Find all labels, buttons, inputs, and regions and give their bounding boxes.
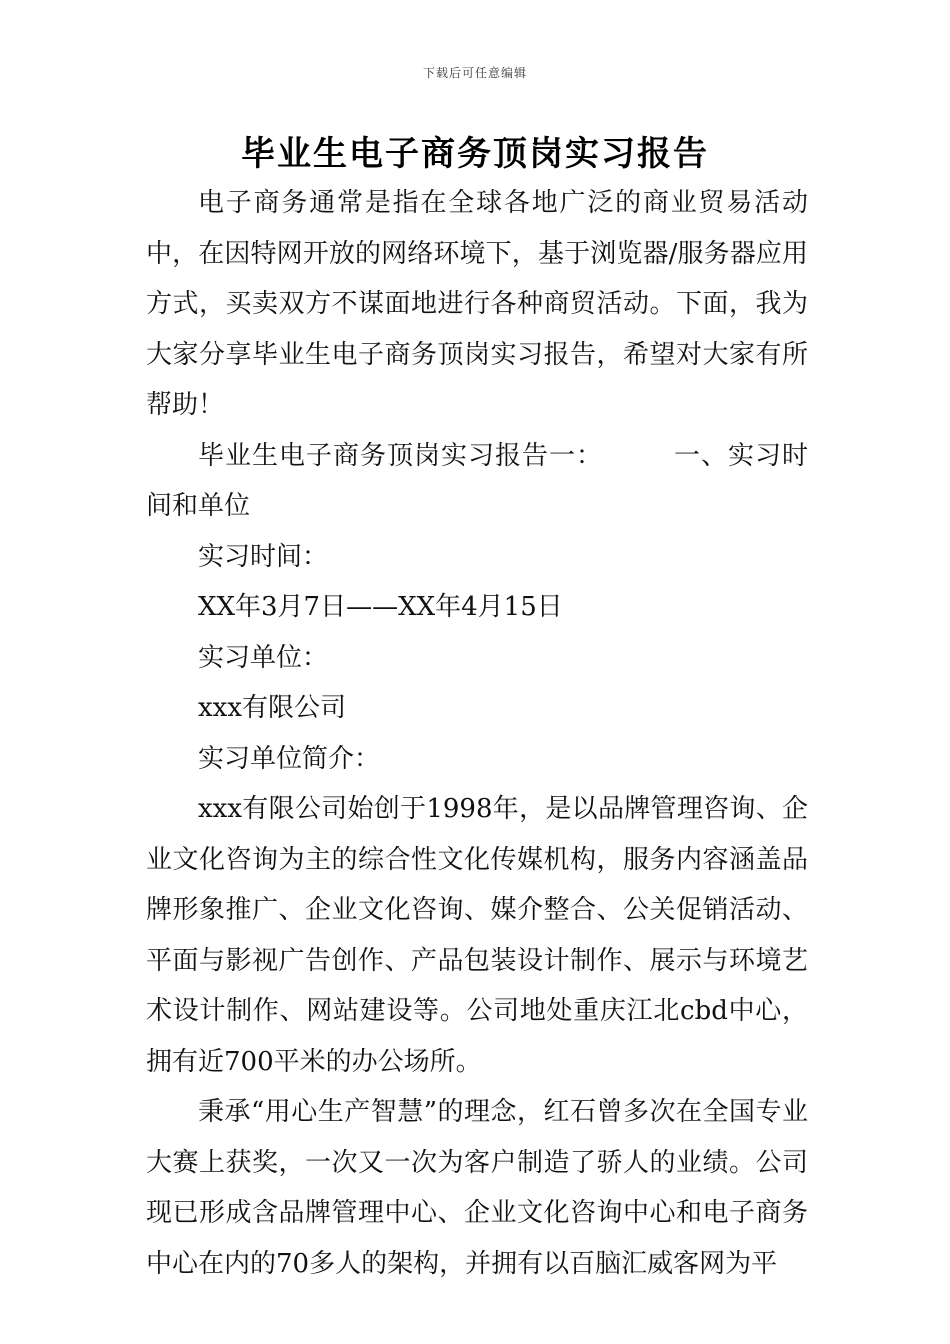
section-heading: 一、实习时间和单位: [146, 440, 808, 521]
time-label: 实习时间：: [198, 541, 329, 572]
profile-paragraph-1: xxx有限公司始创于1998年，是以品牌管理咨询、企业文化咨询为主的综合性文化传媒机构，服务内容涵盖品牌形象推广、企业文化咨询、媒介整合、公关促销活动、平面与影视广告创作、产品包装设计制作、展示与环境艺术设计制作、网站建设等。公司地处重庆江北cbd中心，拥有近700平米的办公场所。: [146, 794, 808, 1077]
intro-paragraph: 电子商务通常是指在全球各地广泛的商业贸易活动中，在因特网开放的网络环境下，基于浏览器/服务器应用方式，买卖双方不谋面地进行各种商贸活动。下面，我为大家分享毕业生电子商务顶岗实习报告，希望对大家有所帮助！: [146, 188, 808, 420]
time-value: XX年3月7日——XX年4月15日: [198, 592, 563, 622]
profile-label: 实习单位简介：: [198, 743, 381, 774]
unit-label: 实习单位：: [198, 642, 329, 673]
unit-value: xxx有限公司: [198, 693, 346, 723]
report-heading-paragraph: [146, 431, 808, 532]
document-title: 毕业生电子商务顶岗实习报告: [241, 134, 709, 174]
header-note: 下载后可任意编辑: [422, 66, 527, 80]
document-body: [146, 178, 808, 1289]
report-heading: 毕业生电子商务顶岗实习报告一：: [198, 440, 603, 471]
profile-paragraph-2: 秉承“用心生产智慧”的理念，红石曾多次在全国专业大赛上获奖，一次又一次为客户制造了骄人的业绩。公司现已形成含品牌管理中心、企业文化咨询中心和电子商务中心在内的70多人的架构，并拥有以百脑汇威客网为平: [146, 1097, 808, 1279]
